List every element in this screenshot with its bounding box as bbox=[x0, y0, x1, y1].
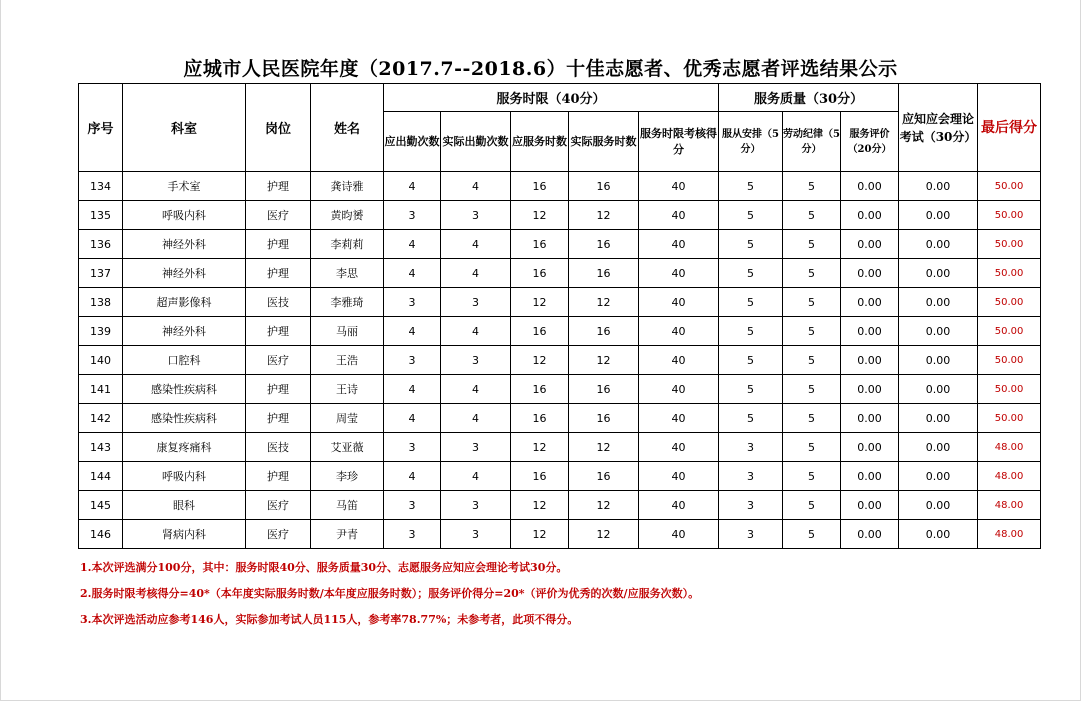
cell-seq: 139 bbox=[79, 317, 123, 346]
cell-post: 医疗 bbox=[246, 201, 311, 230]
cell-evaluation: 0.00 bbox=[841, 462, 899, 491]
cell-due-attend: 4 bbox=[384, 259, 441, 288]
cell-actual-hours: 16 bbox=[569, 259, 639, 288]
cell-quiz: 0.00 bbox=[899, 462, 978, 491]
cell-time-score: 40 bbox=[639, 520, 719, 549]
results-table bbox=[78, 83, 1041, 549]
table-row bbox=[79, 288, 1041, 317]
cell-actual-attend: 4 bbox=[441, 375, 511, 404]
cell-obey: 3 bbox=[719, 520, 783, 549]
header-post: 岗位 bbox=[246, 84, 311, 172]
cell-post: 医技 bbox=[246, 288, 311, 317]
table-row bbox=[79, 230, 1041, 259]
cell-time-score: 40 bbox=[639, 404, 719, 433]
cell-obey: 5 bbox=[719, 201, 783, 230]
cell-discipline: 5 bbox=[783, 491, 841, 520]
cell-dept: 神经外科 bbox=[123, 230, 246, 259]
table-row bbox=[79, 404, 1041, 433]
cell-obey: 5 bbox=[719, 346, 783, 375]
cell-dept: 神经外科 bbox=[123, 317, 246, 346]
cell-actual-attend: 3 bbox=[441, 433, 511, 462]
table-row bbox=[79, 346, 1041, 375]
cell-discipline: 5 bbox=[783, 520, 841, 549]
header-time-score: 服务时限考核得分 bbox=[639, 112, 719, 172]
cell-due-attend: 4 bbox=[384, 462, 441, 491]
cell-name: 李雅琦 bbox=[311, 288, 384, 317]
cell-post: 医技 bbox=[246, 433, 311, 462]
cell-actual-attend: 4 bbox=[441, 462, 511, 491]
cell-time-score: 40 bbox=[639, 259, 719, 288]
cell-obey: 5 bbox=[719, 375, 783, 404]
cell-actual-hours: 12 bbox=[569, 288, 639, 317]
cell-post: 医疗 bbox=[246, 520, 311, 549]
cell-actual-hours: 12 bbox=[569, 520, 639, 549]
cell-discipline: 5 bbox=[783, 288, 841, 317]
cell-seq: 135 bbox=[79, 201, 123, 230]
cell-due-attend: 3 bbox=[384, 520, 441, 549]
note-1: 1.本次评选满分100分，其中：服务时限40分、服务质量30分、志愿服务应知应会理论考试30分。 bbox=[80, 561, 568, 574]
cell-final: 50.00 bbox=[978, 259, 1041, 288]
note-3: 3.本次评选活动应参考146人，实际参加考试人员115人，参考率78.77%；未参考者，此项不得分。 bbox=[80, 613, 579, 626]
cell-due-hours: 16 bbox=[511, 404, 569, 433]
cell-obey: 5 bbox=[719, 288, 783, 317]
cell-seq: 146 bbox=[79, 520, 123, 549]
cell-quiz: 0.00 bbox=[899, 375, 978, 404]
cell-name: 李莉莉 bbox=[311, 230, 384, 259]
cell-obey: 5 bbox=[719, 259, 783, 288]
cell-final: 50.00 bbox=[978, 404, 1041, 433]
header-discipline: 劳动纪律（5分） bbox=[783, 112, 841, 172]
cell-evaluation: 0.00 bbox=[841, 172, 899, 201]
cell-actual-attend: 4 bbox=[441, 172, 511, 201]
cell-dept: 超声影像科 bbox=[123, 288, 246, 317]
table-row bbox=[79, 317, 1041, 346]
cell-actual-attend: 3 bbox=[441, 520, 511, 549]
cell-dept: 手术室 bbox=[123, 172, 246, 201]
cell-evaluation: 0.00 bbox=[841, 259, 899, 288]
cell-time-score: 40 bbox=[639, 433, 719, 462]
cell-seq: 140 bbox=[79, 346, 123, 375]
header-service-quality-group: 服务质量（30分） bbox=[719, 84, 899, 112]
cell-due-hours: 12 bbox=[511, 288, 569, 317]
cell-name: 尹青 bbox=[311, 520, 384, 549]
cell-due-hours: 16 bbox=[511, 462, 569, 491]
cell-obey: 5 bbox=[719, 317, 783, 346]
cell-name: 李思 bbox=[311, 259, 384, 288]
cell-actual-hours: 12 bbox=[569, 201, 639, 230]
cell-final: 48.00 bbox=[978, 491, 1041, 520]
cell-due-hours: 12 bbox=[511, 346, 569, 375]
cell-final: 50.00 bbox=[978, 317, 1041, 346]
cell-actual-hours: 16 bbox=[569, 462, 639, 491]
cell-evaluation: 0.00 bbox=[841, 520, 899, 549]
cell-actual-attend: 4 bbox=[441, 230, 511, 259]
cell-quiz: 0.00 bbox=[899, 346, 978, 375]
cell-quiz: 0.00 bbox=[899, 404, 978, 433]
cell-discipline: 5 bbox=[783, 230, 841, 259]
cell-actual-attend: 4 bbox=[441, 404, 511, 433]
cell-discipline: 5 bbox=[783, 259, 841, 288]
cell-actual-attend: 3 bbox=[441, 288, 511, 317]
cell-name: 王浩 bbox=[311, 346, 384, 375]
page-title: 应城市人民医院年度（2017.7--2018.6）十佳志愿者、优秀志愿者评选结果公示 bbox=[183, 58, 898, 80]
table-row bbox=[79, 172, 1041, 201]
cell-quiz: 0.00 bbox=[899, 317, 978, 346]
cell-name: 艾亚薇 bbox=[311, 433, 384, 462]
cell-due-attend: 3 bbox=[384, 346, 441, 375]
cell-actual-hours: 16 bbox=[569, 230, 639, 259]
cell-quiz: 0.00 bbox=[899, 172, 978, 201]
cell-post: 护理 bbox=[246, 375, 311, 404]
header-service-time-group: 服务时限（40分） bbox=[384, 84, 719, 112]
header-quiz: 应知应会理论考试（30分） bbox=[899, 84, 978, 172]
cell-name: 龚诗雅 bbox=[311, 172, 384, 201]
cell-final: 50.00 bbox=[978, 288, 1041, 317]
cell-post: 护理 bbox=[246, 404, 311, 433]
cell-post: 护理 bbox=[246, 317, 311, 346]
cell-due-attend: 4 bbox=[384, 172, 441, 201]
cell-obey: 5 bbox=[719, 404, 783, 433]
cell-discipline: 5 bbox=[783, 172, 841, 201]
cell-due-hours: 16 bbox=[511, 259, 569, 288]
cell-time-score: 40 bbox=[639, 462, 719, 491]
cell-obey: 3 bbox=[719, 433, 783, 462]
cell-seq: 136 bbox=[79, 230, 123, 259]
cell-quiz: 0.00 bbox=[899, 433, 978, 462]
note-2: 2.服务时限考核得分=40*（本年度实际服务时数/本年度应服务时数）；服务评价得分=20*（评价为优秀的次数/应服务次数）。 bbox=[80, 587, 700, 600]
cell-final: 50.00 bbox=[978, 172, 1041, 201]
cell-seq: 143 bbox=[79, 433, 123, 462]
cell-final: 50.00 bbox=[978, 346, 1041, 375]
cell-post: 护理 bbox=[246, 259, 311, 288]
cell-due-attend: 4 bbox=[384, 404, 441, 433]
header-name: 姓名 bbox=[311, 84, 384, 172]
cell-time-score: 40 bbox=[639, 375, 719, 404]
cell-dept: 口腔科 bbox=[123, 346, 246, 375]
cell-dept: 眼科 bbox=[123, 491, 246, 520]
cell-final: 50.00 bbox=[978, 201, 1041, 230]
results-body bbox=[79, 172, 1041, 549]
header-due-hours: 应服务时数 bbox=[511, 112, 569, 172]
cell-evaluation: 0.00 bbox=[841, 491, 899, 520]
cell-quiz: 0.00 bbox=[899, 259, 978, 288]
cell-name: 李珍 bbox=[311, 462, 384, 491]
table-row bbox=[79, 520, 1041, 549]
header-seq: 序号 bbox=[79, 84, 123, 172]
header-due-attend: 应出勤次数 bbox=[384, 112, 441, 172]
cell-final: 48.00 bbox=[978, 462, 1041, 491]
cell-dept: 呼吸内科 bbox=[123, 201, 246, 230]
cell-due-attend: 3 bbox=[384, 491, 441, 520]
table-row bbox=[79, 491, 1041, 520]
cell-due-attend: 4 bbox=[384, 317, 441, 346]
header-actual-attend: 实际出勤次数 bbox=[441, 112, 511, 172]
cell-name: 马笛 bbox=[311, 491, 384, 520]
cell-evaluation: 0.00 bbox=[841, 375, 899, 404]
cell-dept: 感染性疾病科 bbox=[123, 375, 246, 404]
cell-discipline: 5 bbox=[783, 346, 841, 375]
cell-actual-hours: 12 bbox=[569, 346, 639, 375]
cell-seq: 134 bbox=[79, 172, 123, 201]
cell-due-hours: 12 bbox=[511, 201, 569, 230]
cell-actual-hours: 16 bbox=[569, 375, 639, 404]
cell-post: 护理 bbox=[246, 172, 311, 201]
header-obey: 服从安排（5分） bbox=[719, 112, 783, 172]
cell-evaluation: 0.00 bbox=[841, 288, 899, 317]
cell-quiz: 0.00 bbox=[899, 520, 978, 549]
cell-seq: 144 bbox=[79, 462, 123, 491]
cell-post: 医疗 bbox=[246, 491, 311, 520]
cell-actual-hours: 16 bbox=[569, 172, 639, 201]
table-row bbox=[79, 375, 1041, 404]
table-row bbox=[79, 433, 1041, 462]
cell-seq: 145 bbox=[79, 491, 123, 520]
cell-evaluation: 0.00 bbox=[841, 433, 899, 462]
cell-actual-hours: 16 bbox=[569, 317, 639, 346]
cell-dept: 呼吸内科 bbox=[123, 462, 246, 491]
cell-final: 48.00 bbox=[978, 433, 1041, 462]
cell-dept: 感染性疾病科 bbox=[123, 404, 246, 433]
cell-time-score: 40 bbox=[639, 288, 719, 317]
cell-due-attend: 4 bbox=[384, 375, 441, 404]
cell-time-score: 40 bbox=[639, 172, 719, 201]
cell-due-hours: 12 bbox=[511, 433, 569, 462]
header-actual-hours: 实际服务时数 bbox=[569, 112, 639, 172]
cell-actual-attend: 4 bbox=[441, 317, 511, 346]
header-final: 最后得分 bbox=[978, 84, 1041, 172]
cell-discipline: 5 bbox=[783, 404, 841, 433]
table-row bbox=[79, 259, 1041, 288]
cell-final: 50.00 bbox=[978, 230, 1041, 259]
cell-seq: 138 bbox=[79, 288, 123, 317]
cell-due-hours: 16 bbox=[511, 230, 569, 259]
cell-obey: 5 bbox=[719, 172, 783, 201]
cell-actual-hours: 16 bbox=[569, 404, 639, 433]
cell-actual-attend: 3 bbox=[441, 346, 511, 375]
cell-name: 黄昀赟 bbox=[311, 201, 384, 230]
cell-quiz: 0.00 bbox=[899, 288, 978, 317]
cell-due-attend: 3 bbox=[384, 288, 441, 317]
cell-discipline: 5 bbox=[783, 433, 841, 462]
header-evaluation: 服务评价（20分） bbox=[841, 112, 899, 172]
cell-due-hours: 12 bbox=[511, 491, 569, 520]
cell-time-score: 40 bbox=[639, 491, 719, 520]
cell-due-hours: 12 bbox=[511, 520, 569, 549]
cell-dept: 康复疼痛科 bbox=[123, 433, 246, 462]
cell-actual-hours: 12 bbox=[569, 491, 639, 520]
cell-name: 马丽 bbox=[311, 317, 384, 346]
cell-post: 医疗 bbox=[246, 346, 311, 375]
cell-obey: 3 bbox=[719, 491, 783, 520]
table-row bbox=[79, 201, 1041, 230]
cell-quiz: 0.00 bbox=[899, 230, 978, 259]
cell-due-attend: 4 bbox=[384, 230, 441, 259]
cell-obey: 5 bbox=[719, 230, 783, 259]
header-dept: 科室 bbox=[123, 84, 246, 172]
cell-due-hours: 16 bbox=[511, 172, 569, 201]
cell-due-hours: 16 bbox=[511, 317, 569, 346]
cell-post: 护理 bbox=[246, 462, 311, 491]
cell-time-score: 40 bbox=[639, 230, 719, 259]
cell-dept: 肾病内科 bbox=[123, 520, 246, 549]
cell-final: 48.00 bbox=[978, 520, 1041, 549]
cell-due-attend: 3 bbox=[384, 433, 441, 462]
cell-evaluation: 0.00 bbox=[841, 317, 899, 346]
cell-discipline: 5 bbox=[783, 201, 841, 230]
cell-quiz: 0.00 bbox=[899, 491, 978, 520]
cell-seq: 141 bbox=[79, 375, 123, 404]
cell-due-attend: 3 bbox=[384, 201, 441, 230]
cell-actual-attend: 3 bbox=[441, 201, 511, 230]
cell-final: 50.00 bbox=[978, 375, 1041, 404]
cell-name: 王诗 bbox=[311, 375, 384, 404]
cell-seq: 142 bbox=[79, 404, 123, 433]
cell-dept: 神经外科 bbox=[123, 259, 246, 288]
cell-quiz: 0.00 bbox=[899, 201, 978, 230]
cell-discipline: 5 bbox=[783, 317, 841, 346]
cell-actual-hours: 12 bbox=[569, 433, 639, 462]
cell-time-score: 40 bbox=[639, 346, 719, 375]
cell-post: 护理 bbox=[246, 230, 311, 259]
cell-actual-attend: 4 bbox=[441, 259, 511, 288]
cell-due-hours: 16 bbox=[511, 375, 569, 404]
cell-time-score: 40 bbox=[639, 201, 719, 230]
cell-obey: 3 bbox=[719, 462, 783, 491]
cell-discipline: 5 bbox=[783, 375, 841, 404]
cell-evaluation: 0.00 bbox=[841, 201, 899, 230]
cell-evaluation: 0.00 bbox=[841, 230, 899, 259]
cell-seq: 137 bbox=[79, 259, 123, 288]
table-row bbox=[79, 462, 1041, 491]
cell-evaluation: 0.00 bbox=[841, 404, 899, 433]
cell-discipline: 5 bbox=[783, 462, 841, 491]
cell-name: 周莹 bbox=[311, 404, 384, 433]
cell-time-score: 40 bbox=[639, 317, 719, 346]
cell-actual-attend: 3 bbox=[441, 491, 511, 520]
cell-evaluation: 0.00 bbox=[841, 346, 899, 375]
